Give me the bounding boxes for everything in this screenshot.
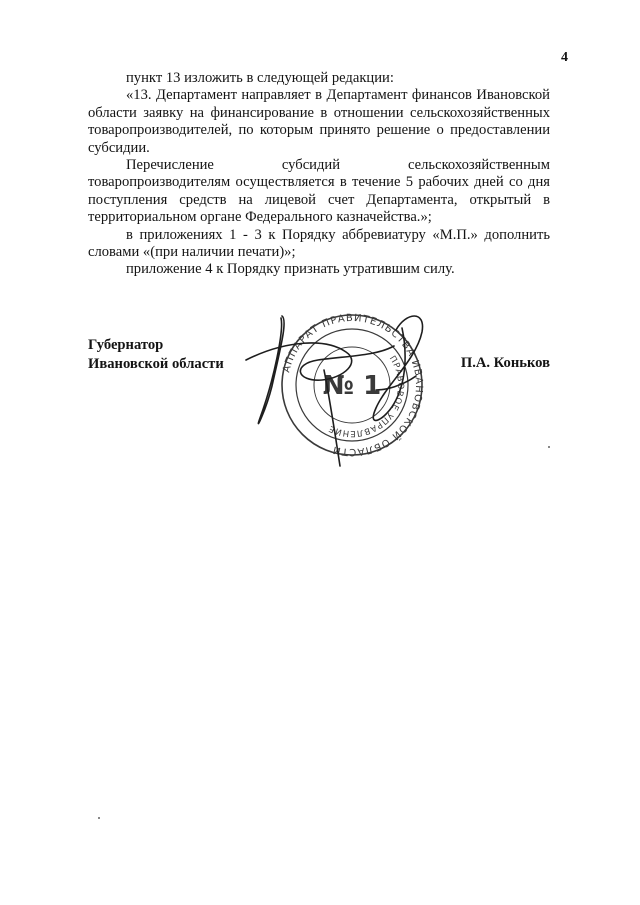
seal-number: № 1 xyxy=(322,371,382,401)
paragraph-transfer-rest: товаропроизводителям осуществляется в течение 5 рабочих дней со дня поступления средств на лицевой счет Департамента, открытый в территориальном органе Федерального казначейства.»; xyxy=(88,174,550,226)
seal-outer-text: АППАРАТ ПРАВИТЕЛЬСТВА ИВАНОВСКОЙ ОБЛАСТИ xyxy=(281,312,425,458)
paragraph-transfer-first-line xyxy=(88,157,550,174)
word-1: Перечисление xyxy=(126,157,214,174)
word-2: субсидий xyxy=(281,157,341,174)
signatory-name: П.А. Коньков xyxy=(460,355,550,371)
official-seal xyxy=(226,290,466,480)
signatory-title xyxy=(88,336,224,374)
paragraph-appendices: в приложениях 1 - 3 к Порядку аббревиатуру «М.П.» дополнить словами «(при наличии печати)»; xyxy=(88,226,550,261)
scan-speck xyxy=(548,446,550,448)
paragraph-appendix-4: приложение 4 к Порядку признать утратившим силу. xyxy=(126,261,455,278)
scan-speck xyxy=(98,817,100,819)
paragraph-item-13: «13. Департамент направляет в Департамент финансов Ивановской области заявку на финансирование в отношении сельскохозяйственных товаропроизводителей, по которым принято решение о предоставлении субсидии. xyxy=(88,87,550,156)
word-3: сельскохозяйственным xyxy=(408,157,550,174)
paragraph-instruction: пункт 13 изложить в следующей редакции: xyxy=(126,70,394,86)
document-body xyxy=(88,70,550,279)
seal-inner-text: ПРАВОВОЕ УПРАВЛЕНИЕ xyxy=(326,354,406,439)
page-number: 4 xyxy=(561,50,568,65)
signatory-title-line2: Ивановской области xyxy=(88,356,224,372)
signatory-title-line1: Губернатор xyxy=(88,337,164,353)
